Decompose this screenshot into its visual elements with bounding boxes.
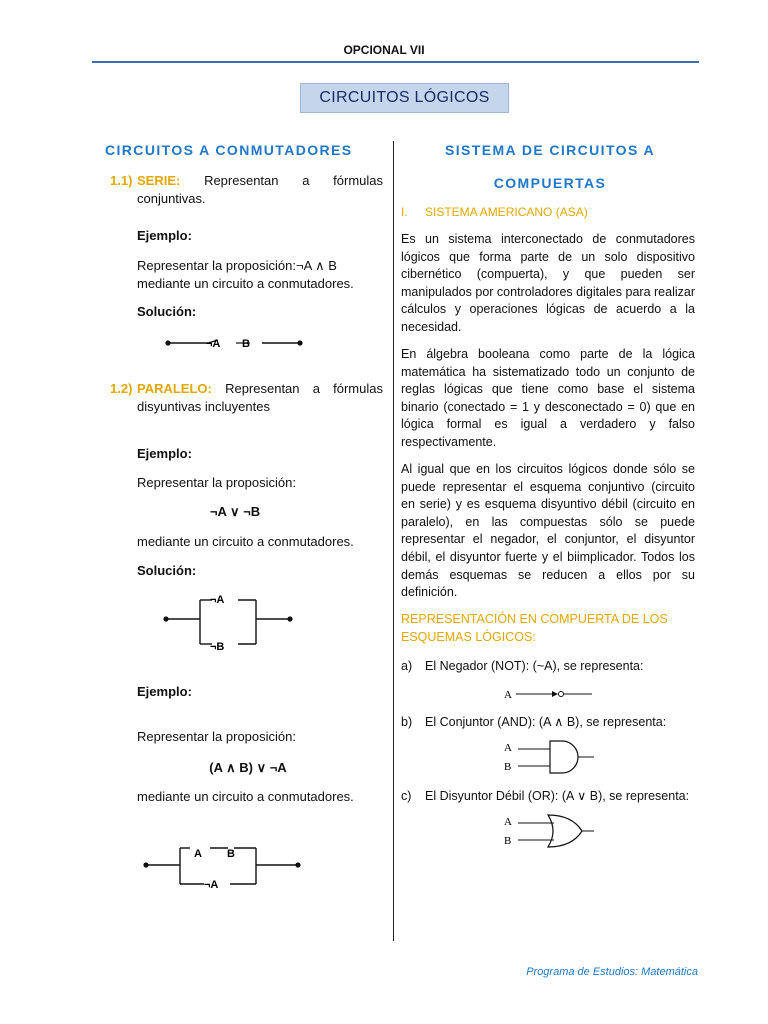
right-section-heading-line2: COMPUERTAS: [493, 175, 607, 191]
paragraph-3: Al igual que en los circuitos lógicos donde sólo se puede representar el esquema conjuntivo (circuito en serie) y es esquema disyuntivo débil (circuito en paralelo), en las compuestas sólo se puede representar el negador, el conjuntor, el disyuntor débil, el disyuntor fuerte y el biimplicador. Todos los demás esquemas se reducen a ellos por su definición.: [401, 462, 695, 600]
item-a-marker: a): [401, 659, 413, 673]
left-section-heading: CIRCUITOS A CONMUTADORES: [105, 142, 353, 158]
ejemplo2-tail: mediante un circuito a conmutadores.: [137, 789, 354, 804]
paragraph-2: En álgebra booleana como parte de la lógica matemática ha sistematizado todo un conjunto de reglas lógicas que tiene como base el sistema binario (conectado = 1 y desconectado = 0) que en lógica formal es igual a verdadero y falso respectivamente.: [401, 347, 695, 449]
subsection-number: I.: [401, 205, 408, 219]
footer-text: Programa de Estudios: Matemática: [526, 966, 698, 978]
title-banner: [300, 83, 509, 113]
serie-number: 1.1): [110, 173, 133, 188]
item-a-text: El Negador (NOT): (~A), se representa:: [425, 659, 644, 673]
item-c-text: El Disyuntor Débil (OR): (A ∨ B), se representa:: [425, 789, 690, 803]
serie-node-right: [297, 340, 302, 345]
right-section-heading-line1: SISTEMA DE CIRCUITOS A: [445, 142, 655, 158]
item-b-marker: b): [401, 715, 413, 729]
ejemplo2-switch-b-label: B: [227, 848, 235, 860]
paralelo-text: Representan a fórmulas disyuntivas incluyentes: [137, 381, 383, 414]
and-gate-input-b-label: B: [504, 761, 512, 773]
not-gate-input-label: A: [504, 689, 512, 701]
paralelo-prompt: Representar la proposición:: [137, 475, 296, 490]
banner-title: CIRCUITOS LÓGICOS: [319, 89, 490, 106]
paralelo-solucion: Solución:: [137, 563, 197, 578]
paralelo-formula: ¬A ∨ ¬B: [209, 504, 261, 519]
serie-ejemplo: Ejemplo:: [137, 228, 192, 243]
header-rule: [92, 61, 699, 63]
serie-definition: [137, 172, 383, 207]
ejemplo2-formula: (A ∧ B) ∨ ¬A: [209, 760, 287, 775]
column-divider: [393, 141, 394, 941]
item-c-marker: c): [401, 789, 412, 803]
serie-label: SERIE:: [137, 173, 181, 188]
subsection-title: SISTEMA AMERICANO (ASA): [425, 205, 588, 219]
paralelo-definition: [137, 380, 383, 415]
not-gate-diagram: [500, 684, 600, 704]
ejemplo2-circuit-diagram: [140, 840, 310, 896]
ejemplo2-switch-c-label: ¬A: [204, 879, 219, 891]
paralelo-ejemplo: Ejemplo:: [137, 446, 192, 461]
serie-switch-a-label: ¬A: [206, 338, 221, 350]
page-header-title: OPCIONAL VII: [343, 43, 425, 57]
paragraph-1: Es un sistema interconectado de conmutadores lógicos que forma parte de un solo dispositivo cibernético (compuerta), y que pueden ser manipulados por controladores digitales para realizar cálculos y operaciones lógicas de acuerdo a la necesidad.: [401, 232, 695, 334]
paralelo-tail: mediante un circuito a conmutadores.: [137, 534, 354, 549]
serie-switch-b-label: B: [242, 338, 250, 350]
paralelo-label: PARALELO:: [137, 381, 212, 396]
and-gate-diagram: [500, 738, 600, 778]
or-gate-input-a-label: A: [504, 816, 512, 828]
item-b-text: El Conjuntor (AND): (A ∧ B), se representa:: [425, 715, 667, 729]
paralelo-bottom-switch-label: ¬B: [210, 641, 225, 653]
or-gate-input-b-label: B: [504, 835, 512, 847]
paralelo-number: 1.2): [110, 381, 133, 396]
serie-text: Representan a fórmulas conjuntivas.: [137, 173, 383, 206]
serie-circuit-diagram: [160, 330, 310, 354]
serie-solucion: Solución:: [137, 304, 197, 319]
representation-title: REPRESENTACIÓN EN COMPUERTA DE LOS ESQUEMAS LÓGICOS:: [401, 612, 668, 644]
or-gate-diagram: [500, 812, 600, 852]
paralelo-circuit-diagram: [160, 588, 300, 658]
and-gate-input-a-label: A: [504, 742, 512, 754]
ejemplo2-ejemplo: Ejemplo:: [137, 684, 192, 699]
serie-prompt: Representar la proposición:¬A ∧ B mediante un circuito a conmutadores.: [137, 258, 354, 291]
ejemplo2-switch-a-label: A: [194, 848, 202, 860]
paralelo-top-switch-label: ¬A: [210, 594, 225, 606]
ejemplo2-prompt: Representar la proposición:: [137, 729, 296, 744]
